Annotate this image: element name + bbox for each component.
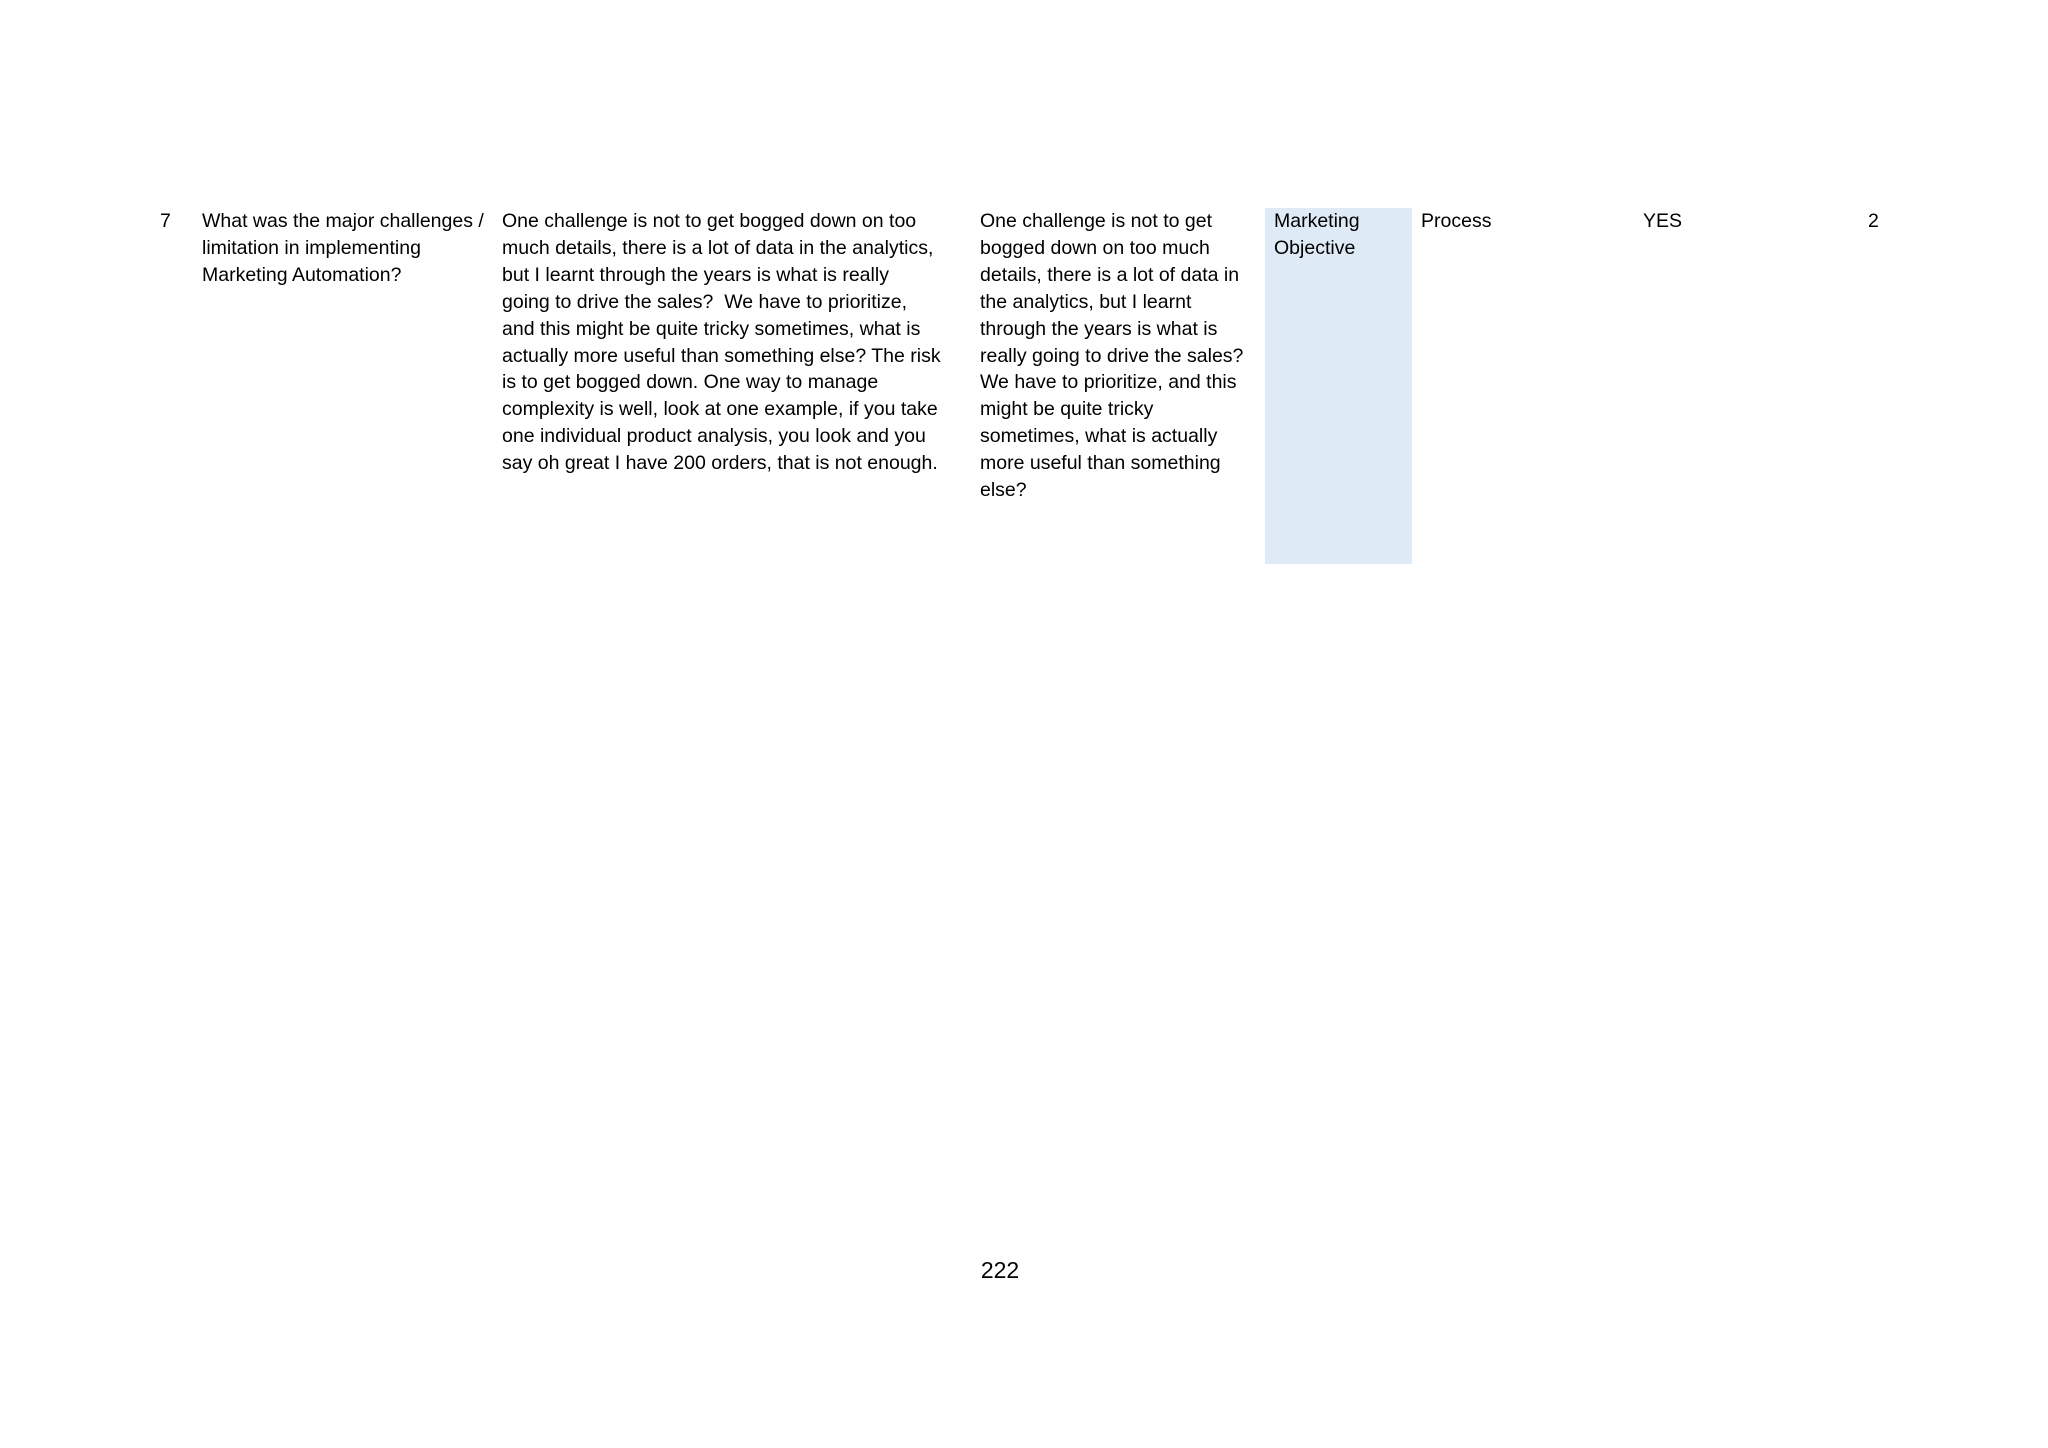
theme-label: Marketing Objective — [1274, 210, 1366, 259]
flag-value: YES — [1643, 210, 1683, 232]
full-response-text: One challenge is not to get bogged down on too much details, there is a lot of data in the analytics, but I learnt through the years is what is really going to drive the sales? We have to prioritize, and this might be quite tricky sometimes, what is actually more useful than something else? The risk is to get bogged down. One way to manage complexity is well, look at one example, if you take one individual product analysis, you look and you say oh great I have 200 orders, that is not enough. — [502, 210, 947, 475]
question-text: What was the major challenges / limitation in implementing Marketing Automation? — [202, 210, 490, 286]
category-label: Process — [1421, 210, 1492, 232]
row-number: 7 — [160, 210, 171, 232]
page-number: 222 — [980, 1257, 1020, 1283]
count-value: 2 — [1868, 210, 1879, 232]
response-excerpt-text: One challenge is not to get bogged down on too much details, there is a lot of data in the analytics, but I learnt through the years is what is really going to drive the sales? We have to prioritize, and this might be quite tricky sometimes, what is actually more useful than something else? — [980, 210, 1249, 502]
